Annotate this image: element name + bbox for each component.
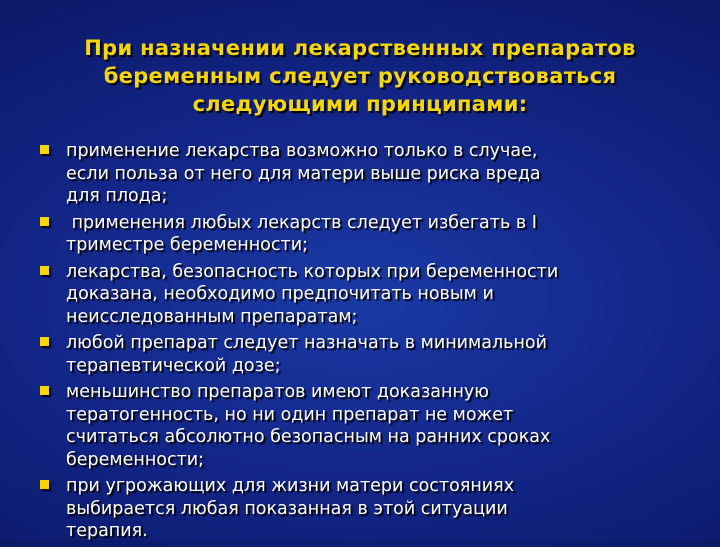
bullet-line: для плода; [66,186,168,206]
bullet-line: тератогенность, но ни один препарат не может [66,404,514,425]
square-bullet-icon [40,480,49,489]
bullet-item [40,381,690,471]
bullet-line: любой препарат следует назначать в минимальной [66,333,547,353]
bullet-line: неисследованным препаратам; [66,306,358,327]
square-bullet-icon [40,145,49,154]
square-bullet-icon [40,217,49,226]
bullet-line: беременности; [66,449,205,470]
bullet-line: лекарства, безопасность которых при беременности [66,261,559,282]
bullet-item [40,140,690,208]
bullet-list [40,140,690,547]
slide-title-line: При назначении лекарственных препаратов [84,36,636,60]
bullet-line: если польза от него для матери выше риска вреда [66,163,541,184]
slide-title-line: беременным следует руководствоваться [103,64,617,88]
bullet-item [40,475,690,543]
slide-title-line: следующими принципами: [192,92,528,116]
bullet-line: терапевтической дозе; [66,355,281,376]
square-bullet-icon [40,337,49,346]
bullet-line: применение лекарства возможно только в случае, [66,141,538,161]
bullet-item [40,261,690,329]
bullet-line: триместре беременности; [66,235,308,255]
bullet-line: применения любых лекарств следует избегать в I [66,212,537,233]
square-bullet-icon [40,266,49,275]
bullet-item [40,332,690,377]
bullet-item [40,212,690,257]
bullet-line: меньшинство препаратов имеют доказанную [66,382,489,402]
square-bullet-icon [40,386,49,395]
bullet-line: при угрожающих для жизни матери состояниях [66,476,515,496]
bullet-line: считаться абсолютно безопасным на ранних сроках [66,427,551,447]
bullet-line: доказана, необходимо предпочитать новым и [66,284,494,304]
bullet-line: терапия. [66,521,148,541]
slide-title [20,34,700,118]
bullet-line: выбирается любая показанная в этой ситуации [66,498,508,519]
